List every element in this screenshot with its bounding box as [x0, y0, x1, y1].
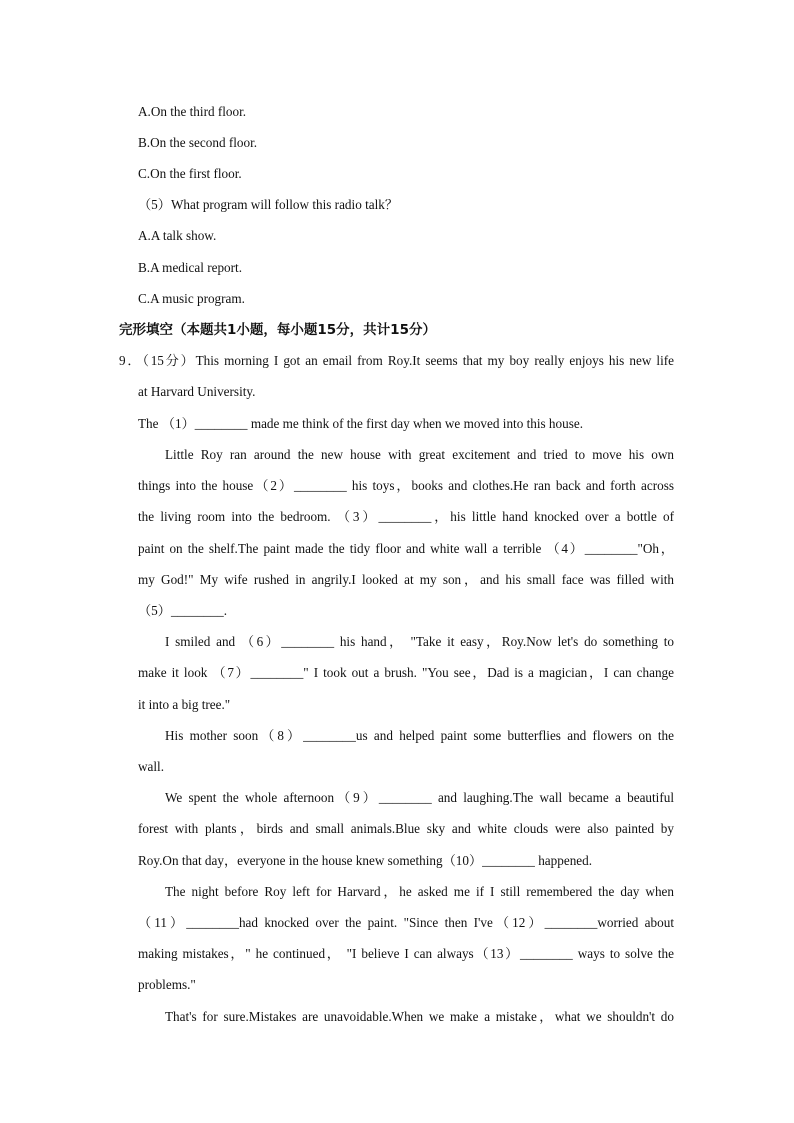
q4-option-a: A.On the third floor.	[138, 104, 247, 119]
passage-line: it into a big tree."	[138, 697, 231, 712]
q5-option-c: C.A music program.	[138, 291, 245, 306]
q4-option-c: C.On the first floor.	[138, 166, 242, 181]
passage-line: paint on the shelf.The paint made the tidy floor and white wall a terrible （4）________"Oh，	[138, 541, 674, 556]
passage-line: The （1）________ made me think of the first day when we moved into this house.	[138, 416, 584, 431]
passage-line: The night before Roy left for Harvard，he asked me if I still remembered the day when	[165, 884, 674, 899]
q5-stem: （5）What program will follow this radio talk？	[138, 197, 399, 212]
passage-line: things into the house（2）________ his toys，books and clothes.He ran back and forth across	[138, 478, 674, 493]
passage-line: Little Roy ran around the new house with great excitement and tried to move his own	[165, 447, 674, 462]
section-heading: 完形填空（本题共1小题，每小题15分，共计15分）	[119, 322, 436, 338]
passage-line: Roy.On that day，everyone in the house knew something（10）________ happened.	[138, 853, 593, 868]
passage-line: 9．（15分）This morning I got an email from Roy.It seems that my boy really enjoys his new life	[119, 353, 674, 368]
passage-line: wall.	[138, 759, 165, 774]
passage-line: at Harvard University.	[138, 384, 256, 399]
passage-line: making mistakes，" he continued， "I believe I can always（13）________ ways to solve the	[138, 946, 674, 961]
passage-line: That's for sure.Mistakes are unavoidable.When we make a mistake，what we shouldn't do	[165, 1009, 674, 1024]
q5-option-a: A.A talk show.	[138, 228, 217, 243]
q4-option-b: B.On the second floor.	[138, 135, 258, 150]
passage-line: His mother soon（8）________us and helped paint some butterflies and flowers on the	[165, 728, 674, 743]
passage-line: my God!" My wife rushed in angrily.I looked at my son，and his small face was filled with	[138, 572, 674, 587]
passage-line: make it look （7）________" I took out a brush. "You see，Dad is a magician，I can change	[138, 665, 674, 680]
passage-line: problems."	[138, 977, 196, 992]
passage-line: （5）________.	[138, 603, 228, 618]
passage-line: the living room into the bedroom. （3）________，his little hand knocked over a bottle of	[138, 509, 674, 524]
q5-option-b: B.A medical report.	[138, 260, 243, 275]
passage-line: We spent the whole afternoon（9）________ and laughing.The wall became a beautiful	[165, 790, 674, 805]
passage-line: （11）________had knocked over the paint. "Since then I've（12）________worried about	[138, 915, 674, 930]
passage-line: forest with plants，birds and small animals.Blue sky and white clouds were also painted by	[138, 821, 674, 836]
passage-line: I smiled and （6）________ his hand， "Take it easy，Roy.Now let's do something to	[165, 634, 674, 649]
